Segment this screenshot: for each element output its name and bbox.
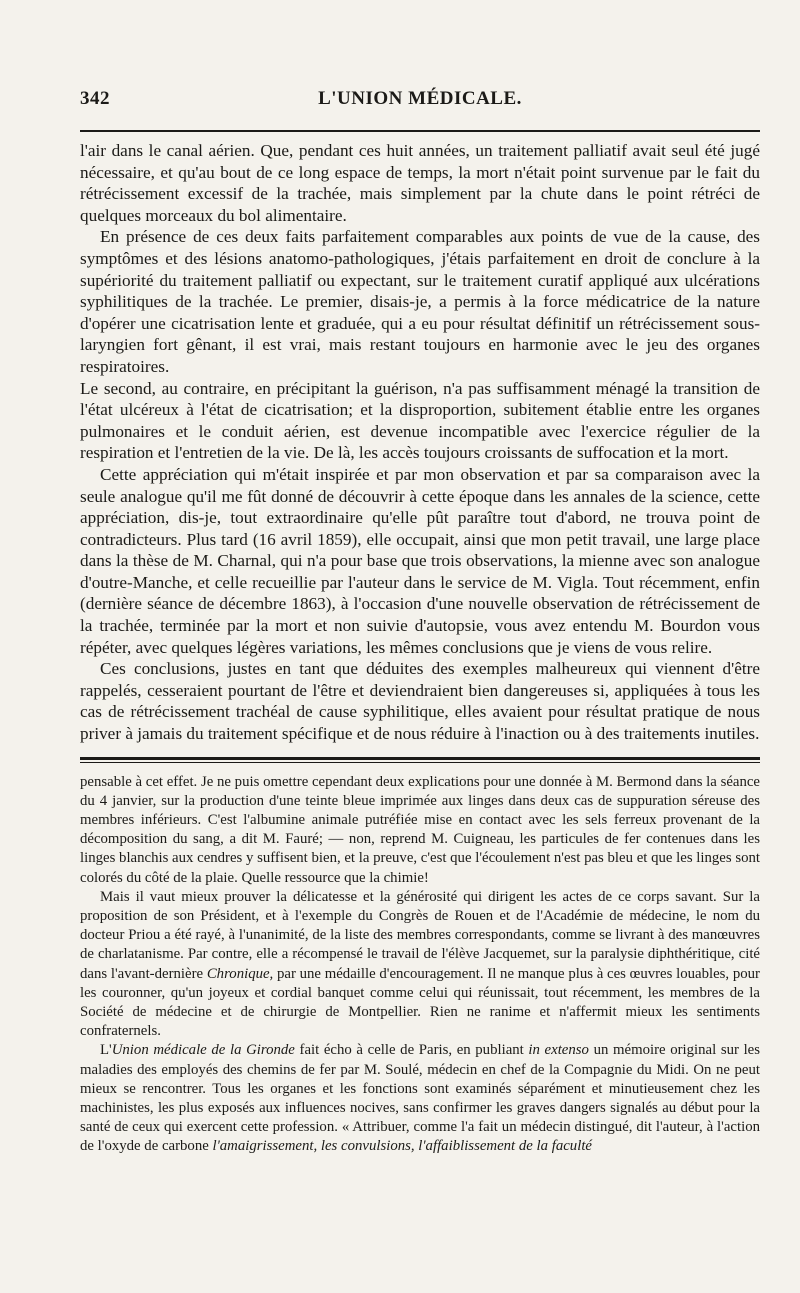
text-run: par une médaille d'encouragement. Il ne manque plus à ces œuvres louables, pour les couronner, qu'un joyeux et cordial banquet comme celui qui réunissait, tout récemment, les membres de la Société de médecine et de chirurgie de Montpellier. Rien ne ranime et n'affermit mieux les sentiments confraternels. xyxy=(80,965,760,1040)
paragraph: Ces conclusions, justes en tant que déduites des exemples malheureux qui viennent d'être rappelés, cesseraient pourtant de l'être et deviendraient bien dangereuses si, appliquées à tous les cas de rétrécissement trachéal de cause syphilitique, elles avaient pour résultat pratique de nous priver à jamais du traitement spécifique et de nous réduire à l'inaction ou à des traitements inutiles. xyxy=(80,659,760,744)
italic-text: l'amaigrissement, les convulsions, l'affaiblissement de la faculté xyxy=(212,1138,592,1155)
footnote-paragraph xyxy=(80,1041,760,1156)
italic-text: Chronique, xyxy=(206,965,274,982)
paragraph: En présence de ces deux faits parfaitement comparables aux points de vue de la cause, des symptômes et des lésions anatomo-pathologiques, j'étais parfaitement en droit de conclure à la supériorité du traitement palliatif ou expectant, sur le traitement curatif appliqué aux ulcérations syphilitiques de la trachée. Le premier, disais-je, a permis à la force médicatrice de la nature d'opérer une cicatrisation lente et graduée, qui a eu pour résultat définitif un rétrécissement sous-laryngien fort gênant, il est vrai, mais restant toujours en harmonie avec le jeu des organes respiratoires. xyxy=(80,227,760,376)
running-header xyxy=(80,88,760,114)
paragraph: l'air dans le canal aérien. Que, pendant ces huit années, un traitement palliatif avait seul été jugé nécessaire, et qu'au bout de ce long espace de temps, la mort n'était point survenue par le fait du rétrécissement excessif de la trachée, mais simplement par la chute dans le point rétréci de quelques morceaux du bol alimentaire. xyxy=(80,141,760,225)
text-run: Mais il vaut mieux prouver la délicatesse et la générosité qui dirigent les actes de ce corps savant. Sur la proposition de son Président, et à l'exemple du Congrès de Rouen et de l'Académie de médecine, le nom du docteur Priou a été rayé, à l'unanimité, de la liste des membres correspondants, comme se livrant à des manœuvres de charlatanisme. Par contre, elle a récompensé le travail de l'élève Jacquemet, sur la paralysie diphthéritique, cité dans l'avant-dernière xyxy=(80,888,760,982)
footnote-paragraph xyxy=(80,888,760,1042)
text-run: L' xyxy=(100,1042,112,1059)
footnote-paragraph: pensable à cet effet. Je ne puis omettre cependant deux explications pour une donnée à M. Bermond dans la séance du 4 janvier, sur la production d'une teinte bleue imprimée aux linges dans deux cas de suppuration séreuse des membres inférieurs. C'est l'albumine animale putréfiée mise en contact avec les sels ferreux provenant de la décomposition du sang, a dit M. Fauré; — non, reprend M. Cuigneau, les particules de fer contenues dans les linges blanchis aux cendres y suffisent bien, et la preuve, c'est que l'écoulement n'est pas bleu et que les linges sont colorés du côté de la plaie. Quelle ressource que la chimie! xyxy=(80,773,760,886)
main-text xyxy=(80,140,760,745)
italic-text: Union médicale de la Gironde xyxy=(111,1042,295,1059)
feuilleton-text xyxy=(80,773,760,1157)
section-divider xyxy=(80,757,760,763)
text-run: fait écho à celle de Paris, en publiant xyxy=(294,1042,529,1059)
paragraph: Cette appréciation qui m'était inspirée et par mon observation et par sa comparaison avec la seule analogue qu'il me fût donné de découvrir à cette époque dans les annales de la science, cette appréciation, dis-je, tout extraordinaire qu'elle pût paraître tout d'abord, ne trouva point de contradicteurs. Plus tard (16 avril 1859), elle occupait, ainsi que mon petit travail, une large place dans la thèse de M. Charnal, qui n'a pour base que trois observations, la mienne avec son analogue d'outre-Manche, et celle recueillie par l'auteur dans le service de M. Vigla. Tout récemment, enfin (dernière séance de décembre 1863), à l'occasion d'une nouvelle observation de rétrécissement de la trachée, terminée par la mort et non suivie d'autopsie, vous avez entendu M. Bourdon vous répéter, avec quelques légères variations, les mêmes conclusions que je viens de vous relire. xyxy=(80,464,760,657)
italic-text: in extenso xyxy=(528,1042,589,1059)
page-number: 342 xyxy=(80,88,110,109)
paragraph: Le second, au contraire, en précipitant la guérison, n'a pas suffisamment ménagé la transition de l'état ulcéreux à l'état de cicatrisation; et la disproportion, subitement établie entre les organes pulmonaires et le conduit aérien, est devenue incompatible avec l'exercice régulier de la respiration et l'entretien de la vie. De là, les accès toujours croissants de suffocation et la mort. xyxy=(80,378,760,463)
text-run: un mémoire original sur les maladies des employés des chemins de fer par M. Soulé, médecin en chef de la Compagnie du Midi. On ne peut mieux se rencontrer. Tous les organes et les fonctions sont examinés séparément et minutieusement chez les machinistes, les plus exposés aux influences nocives, sans confirmer les graves dangers signalés au début pour la santé de ceux qui exercent cette profession. « Attribuer, comme l'a fait un médecin distingué, dit l'auteur, à l'action de l'oxyde de carbone xyxy=(80,1042,761,1155)
header-rule xyxy=(80,130,760,132)
running-title: L'UNION MÉDICALE. xyxy=(318,88,522,109)
